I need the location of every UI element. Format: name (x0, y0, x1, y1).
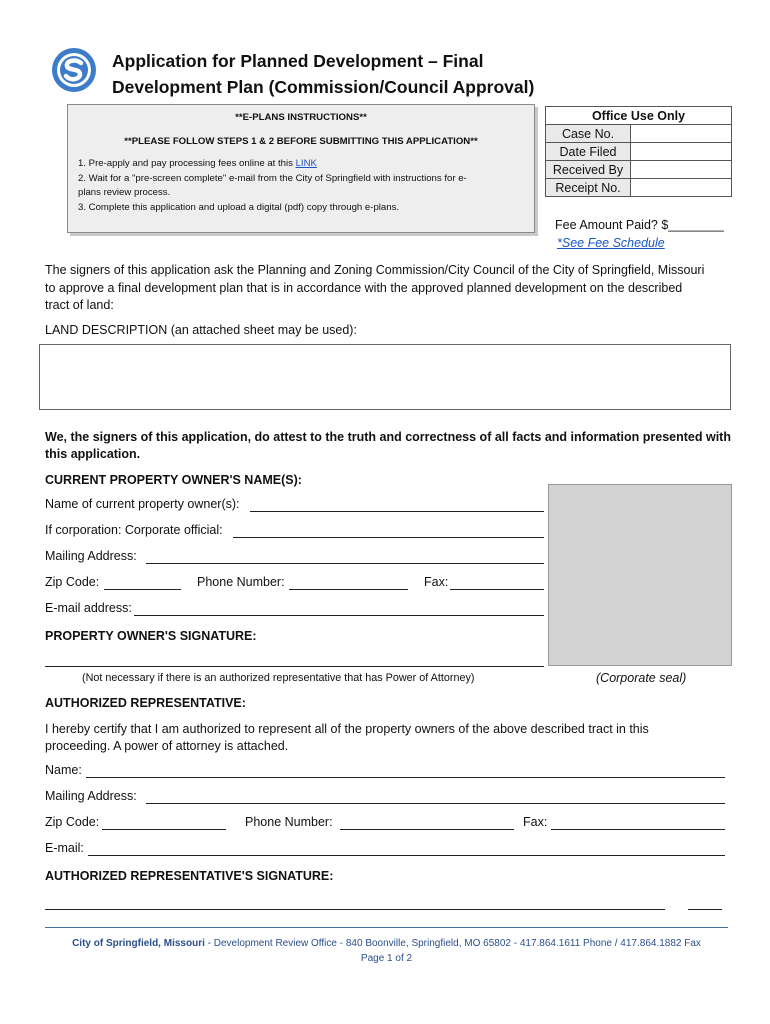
attest-line-1: We, the signers of this application, do attest to the truth and correctness of all facts and information presented with (45, 430, 731, 444)
intro-line-1: The signers of this application ask the Planning and Zoning Commission/City Council of the City of Springfield, Missouri (45, 263, 705, 277)
rep-phone-field[interactable] (340, 829, 514, 830)
rep-certify-line-1: I hereby certify that I am authorized to represent all of the property owners of the above described tract in this (45, 722, 649, 736)
office-use-title: Office Use Only (546, 107, 732, 125)
owner-heading: CURRENT PROPERTY OWNER'S NAME(S): (45, 473, 302, 487)
rep-mailing-label: Mailing Address: (45, 789, 137, 803)
instructions-subheading: **PLEASE FOLLOW STEPS 1 & 2 BEFORE SUBMITTING THIS APPLICATION** (124, 136, 478, 147)
rep-heading: AUTHORIZED REPRESENTATIVE: (45, 696, 246, 710)
fee-amount-paid: Fee Amount Paid? $________ (555, 218, 724, 232)
footer-city: City of Springfield, Missouri (72, 938, 205, 949)
step-1-text: 1. Pre-apply and pay processing fees online at this (78, 158, 296, 169)
corp-official-label: If corporation: Corporate official: (45, 523, 223, 537)
title-line-2: Development Plan (Commission/Council Approval) (112, 77, 535, 97)
rep-name-field[interactable] (86, 777, 725, 778)
instruction-step-1 (78, 158, 317, 169)
rep-name-label: Name: (45, 763, 82, 777)
receipt-no-field[interactable] (631, 179, 732, 197)
footer-divider (45, 927, 728, 928)
owner-mailing-label: Mailing Address: (45, 549, 137, 563)
case-no-label: Case No. (546, 125, 631, 143)
owner-name-field[interactable] (250, 511, 544, 512)
corporate-seal-label: (Corporate seal) (596, 671, 687, 685)
instruction-step-2: 2. Wait for a "pre-screen complete" e-mail from the City of Springfield with instructions for e- (78, 173, 467, 184)
corp-official-field[interactable] (233, 537, 544, 538)
rep-mailing-field[interactable] (146, 803, 725, 804)
title-line-1: Application for Planned Development – Final (112, 51, 484, 71)
eplans-instructions-box (67, 104, 535, 233)
footer (45, 936, 728, 966)
date-filed-label: Date Filed (546, 143, 631, 161)
owner-phone-label: Phone Number: (197, 575, 285, 589)
attest-line-2: this application. (45, 447, 141, 461)
date-filed-field[interactable] (631, 143, 732, 161)
footer-page-number: Page 1 of 2 (360, 953, 413, 964)
rep-phone-label: Phone Number: (245, 815, 333, 829)
received-by-field[interactable] (631, 161, 732, 179)
rep-email-field[interactable] (88, 855, 725, 856)
rep-certify-line-2: proceeding. A power of attorney is attached. (45, 739, 289, 753)
owner-signature-note: (Not necessary if there is an authorized representative that has Power of Attorney) (82, 672, 475, 684)
owner-phone-field[interactable] (289, 589, 408, 590)
rep-fax-label: Fax: (523, 815, 548, 829)
owner-name-label: Name of current property owner(s): (45, 497, 240, 511)
office-use-table (545, 106, 732, 197)
footer-address-line (45, 936, 728, 951)
corporate-seal-box (548, 484, 732, 666)
rep-zip-field[interactable] (102, 829, 226, 830)
rep-email-label: E-mail: (45, 841, 84, 855)
owner-email-field[interactable] (134, 615, 544, 616)
land-description-label: LAND DESCRIPTION (an attached sheet may be used): (45, 323, 357, 337)
case-no-field[interactable] (631, 125, 732, 143)
owner-mailing-field[interactable] (146, 563, 544, 564)
intro-line-3: tract of land: (45, 298, 114, 312)
footer-address: - Development Review Office - 840 Boonville, Springfield, MO 65802 - 417.864.1611 Phone / 417.864.1882 Fax (204, 938, 701, 949)
owner-signature-heading: PROPERTY OWNER'S SIGNATURE: (45, 629, 257, 643)
receipt-no-label: Receipt No. (546, 179, 631, 197)
page-title (112, 48, 534, 100)
received-by-label: Received By (546, 161, 631, 179)
owner-zip-field[interactable] (104, 589, 181, 590)
instructions-heading: **E-PLANS INSTRUCTIONS** (235, 112, 367, 123)
rep-zip-label: Zip Code: (45, 815, 100, 829)
rep-signature-field[interactable] (45, 909, 665, 910)
owner-email-label: E-mail address: (45, 601, 132, 615)
owner-signature-field[interactable] (45, 666, 544, 667)
rep-signature-date-field[interactable] (688, 909, 722, 910)
intro-line-2: to approve a final development plan that is in accordance with the approved planned development on the described (45, 281, 683, 295)
pre-apply-link[interactable]: LINK (295, 158, 317, 169)
fee-schedule-link[interactable]: *See Fee Schedule (557, 236, 665, 250)
rep-signature-heading: AUTHORIZED REPRESENTATIVE'S SIGNATURE: (45, 869, 334, 883)
instruction-step-3: 3. Complete this application and upload a digital (pdf) copy through e-plans. (78, 202, 400, 213)
city-logo (51, 47, 97, 93)
rep-fax-field[interactable] (551, 829, 725, 830)
owner-fax-field[interactable] (450, 589, 544, 590)
instruction-step-2-cont: plans review process. (78, 187, 171, 198)
owner-fax-label: Fax: (424, 575, 449, 589)
land-description-field[interactable] (39, 344, 731, 410)
owner-zip-label: Zip Code: (45, 575, 100, 589)
springfield-s-logo-icon (51, 47, 97, 93)
